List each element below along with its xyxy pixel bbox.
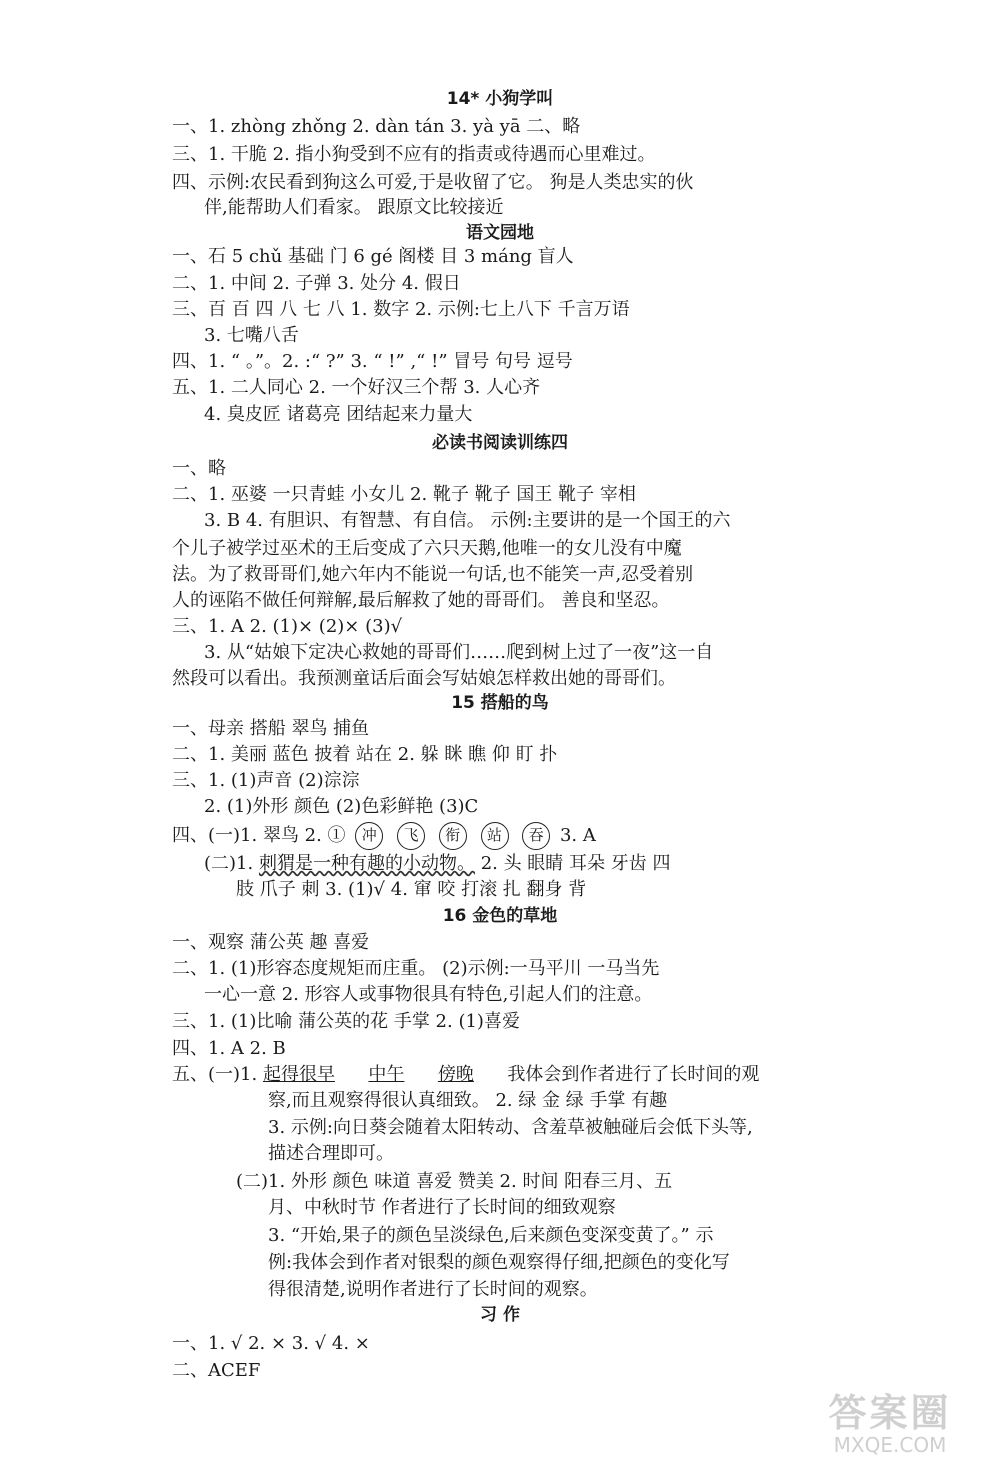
answer-line: 3. 从“姑娘下定决心救她的哥哥们……爬到树上过了一夜”这一自 bbox=[204, 642, 714, 663]
answer-line: 一、略 bbox=[172, 458, 226, 479]
watermark-url: MXQE.COM bbox=[833, 1433, 947, 1457]
answer-text: 3. A bbox=[559, 825, 596, 846]
answer-line: 月、中秋时节 作者进行了长时间的细致观察 bbox=[268, 1197, 616, 1218]
answer-line: 四、示例:农民看到狗这么可爱,于是收留了它。 狗是人类忠实的伙 bbox=[172, 172, 694, 193]
answer-line: 三、百 百 四 八 七 八 1. 数字 2. 示例:七上八下 千言万语 bbox=[172, 299, 630, 320]
answer-line: 描述合理即可。 bbox=[268, 1143, 394, 1164]
circled-character: 冲 bbox=[355, 822, 383, 850]
answer-line: 4. 臭皮匠 诸葛亮 团结起来力量大 bbox=[204, 404, 473, 425]
answer-line: 一、1. zhòng zhǒng 2. dàn tán 3. yà yā 二、略 bbox=[172, 116, 581, 137]
answer-line: 3. 七嘴八舌 bbox=[204, 325, 299, 346]
answer-line: 三、1. (1)声音 (2)淙淙 bbox=[172, 770, 360, 791]
answer-line: 然段可以看出。我预测童话后面会写姑娘怎样救出她的哥哥们。 bbox=[172, 668, 676, 689]
answer-line: 二、1. 中间 2. 子弹 3. 处分 4. 假日 bbox=[172, 273, 461, 294]
underlined-answer: 起得很早 bbox=[262, 1064, 335, 1085]
section-title-xizuo: 习 作 bbox=[480, 1305, 520, 1325]
answer-line: 二、ACEF bbox=[172, 1360, 261, 1381]
answer-line: 得很清楚,说明作者进行了长时间的观察。 bbox=[268, 1279, 598, 1300]
section-title-14: 14* 小狗学叫 bbox=[446, 89, 554, 109]
answer-line: 一、母亲 搭船 翠鸟 捕鱼 bbox=[172, 718, 370, 739]
answer-line: 3. 示例:向日葵会随着太阳转动、含羞草被触碰后会低下头等, bbox=[268, 1117, 753, 1138]
circled-character: 飞 bbox=[397, 822, 425, 850]
answer-line-underlined bbox=[172, 1061, 759, 1089]
answer-line: 伴,能帮助人们看家。 跟原文比较接近 bbox=[204, 197, 504, 218]
answer-line: 3. “开始,果子的颜色呈淡绿色,后来颜色变深变黄了。” 示 bbox=[268, 1225, 714, 1246]
answer-text: 2. 头 眼睛 耳朵 牙齿 四 bbox=[480, 853, 671, 874]
answer-line: 法。为了救哥哥们,她六年内不能说一句话,也不能笑一声,忍受着别 bbox=[172, 564, 694, 585]
answer-line: 三、1. (1)比喻 蒲公英的花 手掌 2. (1)喜爱 bbox=[172, 1011, 520, 1032]
answer-line-circled-words bbox=[172, 822, 596, 850]
answer-line: 一心一意 2. 形容人或事物很具有特色,引起人们的注意。 bbox=[204, 984, 653, 1005]
circled-character: 衔 bbox=[439, 822, 467, 850]
underlined-answer: 傍晚 bbox=[437, 1064, 474, 1085]
section-title-15: 15 搭船的鸟 bbox=[451, 693, 549, 713]
answer-text: 我体会到作者进行了长时间的观 bbox=[507, 1064, 760, 1085]
answer-line: 个儿子被学过巫术的王后变成了六只天鹅,他唯一的女儿没有中魔 bbox=[172, 538, 682, 559]
circled-character: 站 bbox=[481, 822, 509, 850]
answer-line: 二、1. (1)形容态度规矩而庄重。 (2)示例:一马平川 一马当先 bbox=[172, 958, 660, 979]
answer-line: (二)1. 外形 颜色 味道 喜爱 赞美 2. 时间 阳春三月、五 bbox=[236, 1171, 673, 1192]
answer-line: 2. (1)外形 颜色 (2)色彩鲜艳 (3)C bbox=[204, 796, 479, 817]
section-title-bidu: 必读书阅读训练四 bbox=[432, 433, 568, 453]
answer-text: 五、(一)1. bbox=[172, 1064, 258, 1085]
site-watermark-logo bbox=[790, 1382, 990, 1467]
answer-line: 五、1. 二人同心 2. 一个好汉三个帮 3. 人心齐 bbox=[172, 377, 541, 398]
answer-line: 三、1. 干脆 2. 指小狗受到不应有的指责或待遇而心里难过。 bbox=[172, 144, 656, 165]
answer-line: 人的诬陷不做任何辩解,最后解救了她的哥哥们。 善良和坚忍。 bbox=[172, 590, 670, 611]
answer-line: 二、1. 巫婆 一只青蛙 小女儿 2. 靴子 靴子 国王 靴子 宰相 bbox=[172, 484, 636, 505]
answer-line: 察,而且观察得很认真细致。 2. 绿 金 绿 手掌 有趣 bbox=[268, 1090, 668, 1111]
watermark-text: 答案圈 bbox=[828, 1391, 952, 1435]
wavy-underlined-sentence: 刺猬是一种有趣的小动物。 bbox=[258, 853, 475, 874]
answer-line: 一、1. √ 2. × 3. √ 4. × bbox=[172, 1333, 370, 1354]
answer-text: 四、(一)1. 翠鸟 2. ① bbox=[172, 825, 346, 846]
underlined-answer: 中午 bbox=[368, 1064, 405, 1085]
answer-text: (二)1. bbox=[204, 853, 254, 874]
section-title-16: 16 金色的草地 bbox=[442, 906, 558, 926]
answer-line: 一、观察 蒲公英 趣 喜爱 bbox=[172, 932, 370, 953]
answer-line: 例:我体会到作者对银梨的颜色观察得仔细,把颜色的变化写 bbox=[268, 1252, 730, 1273]
answer-line: 四、1. A 2. B bbox=[172, 1038, 286, 1059]
answer-line: 肢 爪子 刺 3. (1)√ 4. 窜 咬 打滚 扎 翻身 背 bbox=[236, 879, 587, 900]
answer-line-wavy bbox=[204, 850, 670, 878]
answer-line: 二、1. 美丽 蓝色 披着 站在 2. 躲 眯 瞧 仰 盯 扑 bbox=[172, 744, 558, 765]
circled-character: 吞 bbox=[522, 822, 550, 850]
answer-line: 三、1. A 2. (1)× (2)× (3)√ bbox=[172, 616, 403, 637]
answer-line: 3. B 4. 有胆识、有智慧、有自信。 示例:主要讲的是一个国王的六 bbox=[204, 510, 731, 531]
section-title-yuwen-yuandi: 语文园地 bbox=[466, 223, 534, 243]
answer-line: 一、石 5 chǔ 基础 门 6 gé 阁楼 目 3 máng 盲人 bbox=[172, 246, 574, 267]
answer-line: 四、1. “ 。”。2. :“ ?” 3. “ !” ,“ !” 冒号 句号 逗号 bbox=[172, 351, 573, 372]
